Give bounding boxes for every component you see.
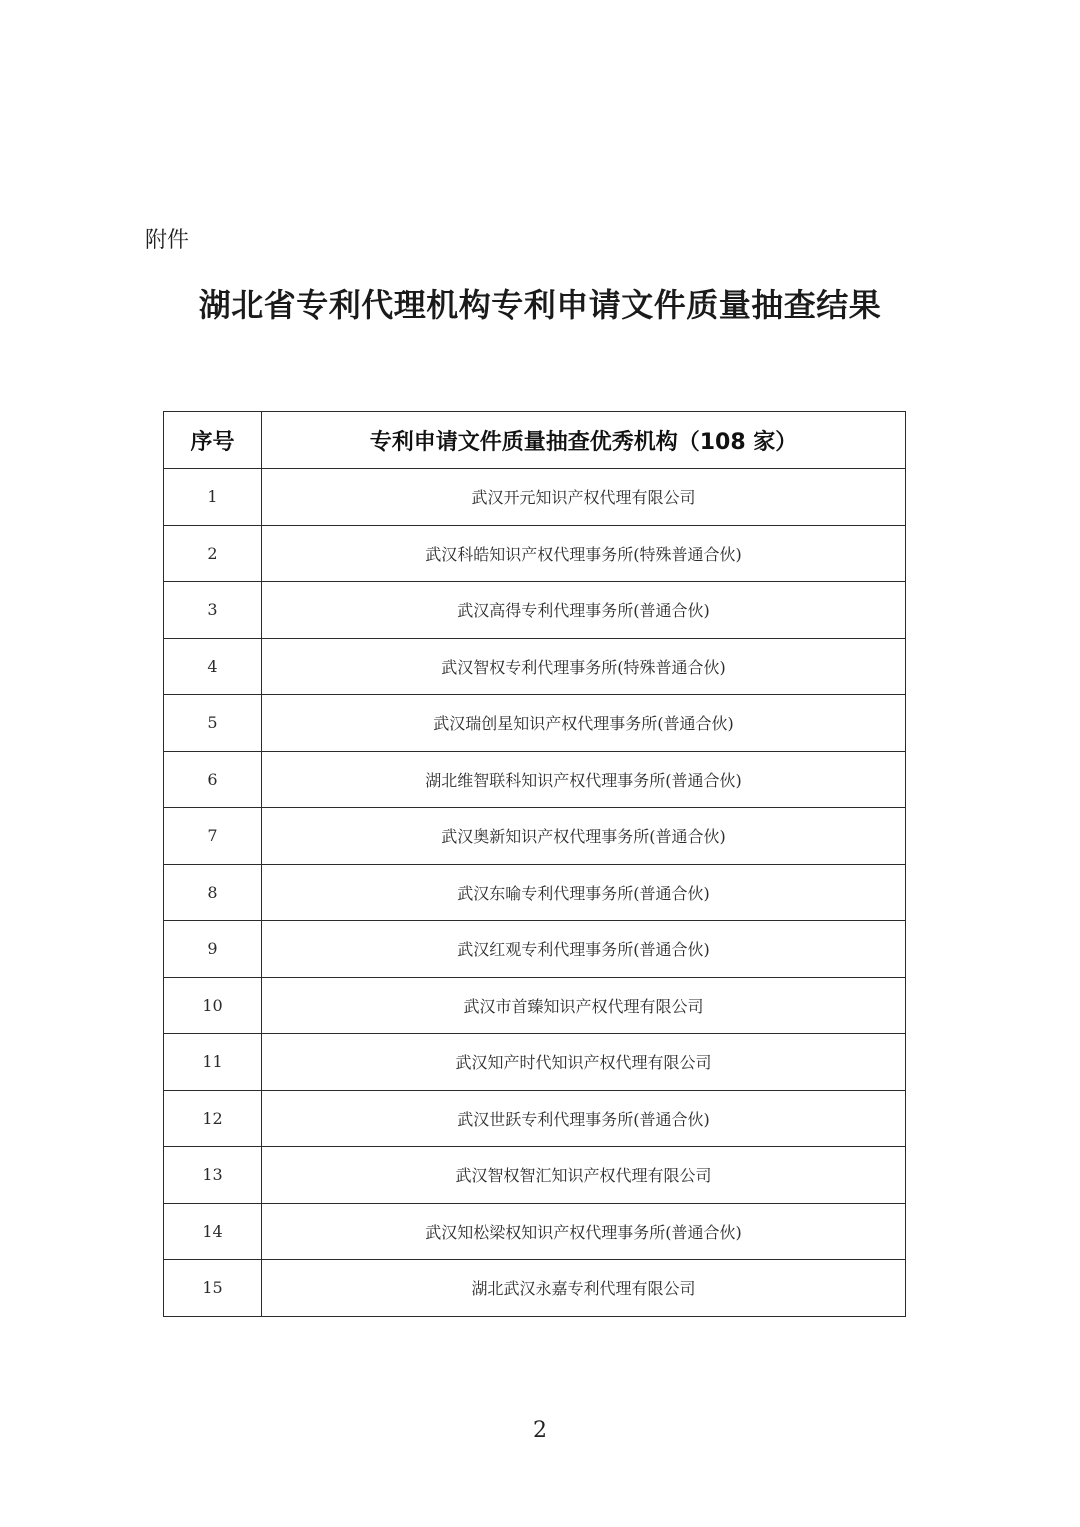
- table-row: [164, 1203, 906, 1260]
- table-header-row: [164, 412, 906, 469]
- row-index: 15: [164, 1260, 262, 1317]
- table-row: [164, 695, 906, 752]
- row-index: 1: [164, 469, 262, 526]
- agency-name: 湖北维智联科知识产权代理事务所(普通合伙): [262, 751, 906, 808]
- table-row: [164, 808, 906, 865]
- row-index: 11: [164, 1034, 262, 1091]
- agency-name: 武汉市首臻知识产权代理有限公司: [262, 977, 906, 1034]
- document-title: 湖北省专利代理机构专利申请文件质量抽查结果: [198, 286, 882, 324]
- table-row: [164, 977, 906, 1034]
- row-index: 8: [164, 864, 262, 921]
- table-row: [164, 525, 906, 582]
- table-row: [164, 1147, 906, 1204]
- results-table: [163, 411, 906, 1317]
- table-row: [164, 638, 906, 695]
- agency-name: 武汉高得专利代理事务所(普通合伙): [262, 582, 906, 639]
- row-index: 7: [164, 808, 262, 865]
- row-index: 14: [164, 1203, 262, 1260]
- agency-name: 武汉智权专利代理事务所(特殊普通合伙): [262, 638, 906, 695]
- agency-name: 武汉知产时代知识产权代理有限公司: [262, 1034, 906, 1091]
- agency-name: 武汉知松梁权知识产权代理事务所(普通合伙): [262, 1203, 906, 1260]
- table-row: [164, 921, 906, 978]
- agency-name: 武汉红观专利代理事务所(普通合伙): [262, 921, 906, 978]
- agency-name: 湖北武汉永嘉专利代理有限公司: [262, 1260, 906, 1317]
- agency-name: 武汉东喻专利代理事务所(普通合伙): [262, 864, 906, 921]
- table-row: [164, 864, 906, 921]
- attachment-label: 附件: [145, 228, 190, 253]
- table-row: [164, 1090, 906, 1147]
- agency-name: 武汉奥新知识产权代理事务所(普通合伙): [262, 808, 906, 865]
- row-index: 13: [164, 1147, 262, 1204]
- agency-name: 武汉世跃专利代理事务所(普通合伙): [262, 1090, 906, 1147]
- column-header-index: 序号: [164, 412, 262, 469]
- row-index: 12: [164, 1090, 262, 1147]
- table-row: [164, 1260, 906, 1317]
- row-index: 4: [164, 638, 262, 695]
- agency-name: 武汉开元知识产权代理有限公司: [262, 469, 906, 526]
- table-row: [164, 751, 906, 808]
- agency-name: 武汉瑞创星知识产权代理事务所(普通合伙): [262, 695, 906, 752]
- row-index: 6: [164, 751, 262, 808]
- table-row: [164, 469, 906, 526]
- row-index: 2: [164, 525, 262, 582]
- page-number: 2: [533, 1418, 547, 1443]
- column-header-name: 专利申请文件质量抽查优秀机构（108 家）: [262, 412, 906, 469]
- row-index: 10: [164, 977, 262, 1034]
- row-index: 3: [164, 582, 262, 639]
- table-row: [164, 582, 906, 639]
- row-index: 9: [164, 921, 262, 978]
- row-index: 5: [164, 695, 262, 752]
- table-row: [164, 1034, 906, 1091]
- agency-name: 武汉科皓知识产权代理事务所(特殊普通合伙): [262, 525, 906, 582]
- agency-name: 武汉智权智汇知识产权代理有限公司: [262, 1147, 906, 1204]
